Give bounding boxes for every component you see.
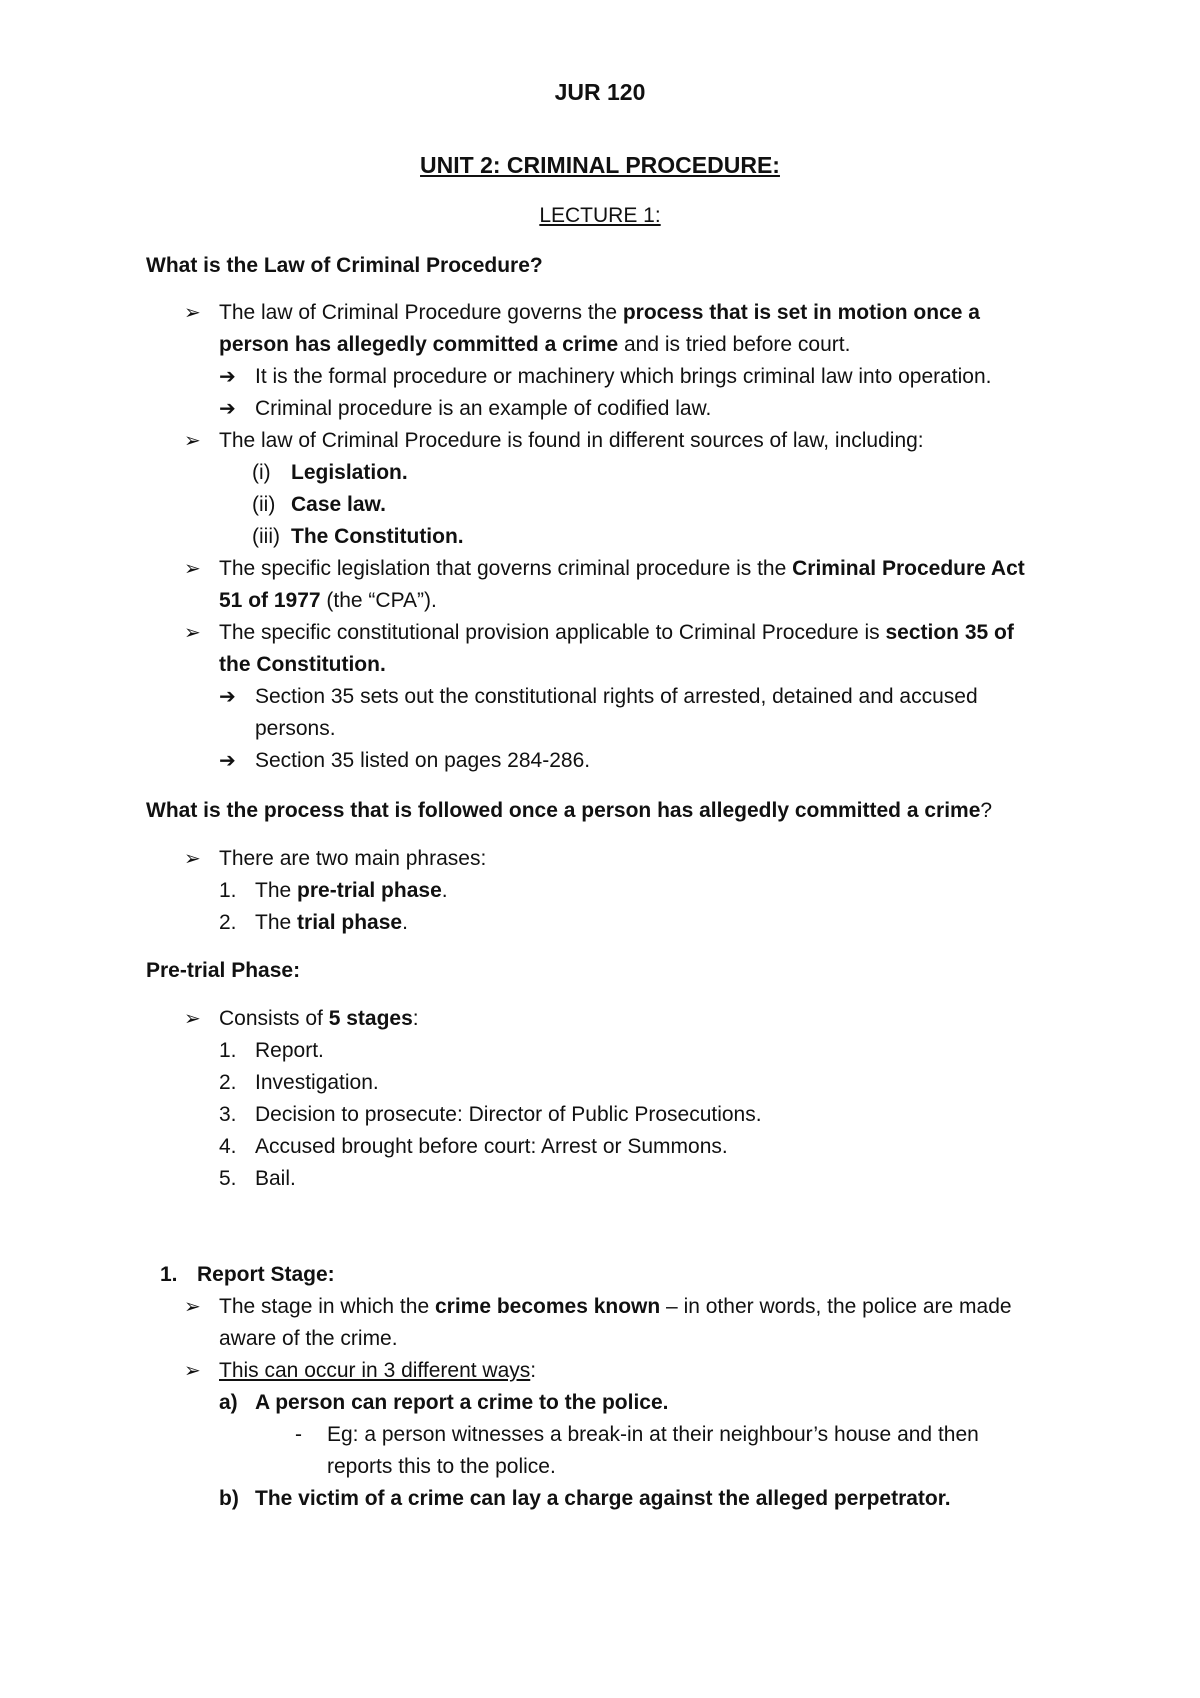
source-item: Case law. xyxy=(291,493,386,516)
unit-title: UNIT 2: CRIMINAL PROCEDURE: xyxy=(420,152,780,178)
bullet-text: The law of Criminal Procedure governs the process that is set in motion once a xyxy=(219,301,980,324)
source-num: (iii) xyxy=(252,525,280,548)
arrowhead-bullet-icon: ➢ xyxy=(184,1296,201,1318)
lecture-title: LECTURE 1: xyxy=(539,204,661,227)
arrowhead-bullet-icon: ➢ xyxy=(184,430,201,452)
stage-num: 3. xyxy=(219,1103,237,1126)
right-arrow-icon: ➔ xyxy=(219,398,236,420)
phase-num: 2. xyxy=(219,911,237,934)
section-heading-pretrial: Pre-trial Phase: xyxy=(146,959,301,982)
stage-num: 2. xyxy=(219,1071,237,1094)
course-code: JUR 120 xyxy=(554,79,646,105)
source-item: Legislation. xyxy=(291,461,408,484)
arrowhead-bullet-icon: ➢ xyxy=(184,1360,201,1382)
example-text-cont: reports this to the police. xyxy=(327,1455,556,1478)
stage-item: Decision to prosecute: Director of Public Prosecutions. xyxy=(255,1103,762,1126)
right-arrow-icon: ➔ xyxy=(219,366,236,388)
arrow-item: It is the formal procedure or machinery which brings criminal law into operation. xyxy=(255,365,992,388)
arrowhead-bullet-icon: ➢ xyxy=(184,302,201,324)
stage-item: Investigation. xyxy=(255,1071,379,1094)
phase-item: The trial phase. xyxy=(255,911,408,934)
bullet-text-cont: the Constitution. xyxy=(219,653,386,676)
phase-item: The pre-trial phase. xyxy=(255,879,448,902)
bullet-text: This can occur in 3 different ways: xyxy=(219,1359,537,1382)
arrowhead-bullet-icon: ➢ xyxy=(184,1008,201,1030)
bullet-text: The law of Criminal Procedure is found in different sources of law, including: xyxy=(219,429,924,452)
arrowhead-bullet-icon: ➢ xyxy=(184,848,201,870)
arrow-item: Section 35 sets out the constitutional rights of arrested, detained and accused xyxy=(255,685,978,708)
way-item: A person can report a crime to the police. xyxy=(255,1391,669,1414)
arrow-item-cont: persons. xyxy=(255,717,336,740)
stage-item: Accused brought before court: Arrest or Summons. xyxy=(255,1135,728,1158)
arrowhead-bullet-icon: ➢ xyxy=(184,622,201,644)
source-num: (ii) xyxy=(252,493,276,516)
way-num: b) xyxy=(219,1487,239,1510)
bullet-text-cont: person has allegedly committed a crime and is tried before court. xyxy=(219,333,851,356)
bullet-text: There are two main phrases: xyxy=(219,847,487,870)
dash-bullet: - xyxy=(295,1423,302,1446)
report-stage-num: 1. xyxy=(160,1263,178,1286)
stage-num: 4. xyxy=(219,1135,237,1158)
section-heading-process: What is the process that is followed once a person has allegedly committed a crime? xyxy=(146,799,993,822)
arrow-item: Criminal procedure is an example of codified law. xyxy=(255,397,712,420)
phase-num: 1. xyxy=(219,879,237,902)
section-heading-law: What is the Law of Criminal Procedure? xyxy=(146,254,543,277)
stage-item: Report. xyxy=(255,1039,324,1062)
bullet-text: The stage in which the crime becomes known – in other words, the police are made xyxy=(219,1295,1012,1318)
bullet-text: Consists of 5 stages: xyxy=(219,1007,419,1030)
bullet-text-cont: aware of the crime. xyxy=(219,1327,398,1350)
way-item: The victim of a crime can lay a charge against the alleged perpetrator. xyxy=(255,1487,951,1510)
stage-item: Bail. xyxy=(255,1167,296,1190)
right-arrow-icon: ➔ xyxy=(219,686,236,708)
bullet-text: The specific legislation that governs criminal procedure is the Criminal Procedure Act xyxy=(219,557,1025,580)
way-num: a) xyxy=(219,1391,238,1414)
arrow-item: Section 35 listed on pages 284-286. xyxy=(255,749,591,772)
stage-num: 5. xyxy=(219,1167,237,1190)
right-arrow-icon: ➔ xyxy=(219,750,236,772)
arrowhead-bullet-icon: ➢ xyxy=(184,558,201,580)
report-stage-heading: Report Stage: xyxy=(197,1263,335,1286)
example-text: Eg: a person witnesses a break-in at their neighbour’s house and then xyxy=(327,1423,979,1446)
stage-num: 1. xyxy=(219,1039,237,1062)
bullet-text-cont: 51 of 1977 (the “CPA”). xyxy=(219,589,437,612)
source-num: (i) xyxy=(252,461,271,484)
bullet-text: The specific constitutional provision applicable to Criminal Procedure is section 35 of xyxy=(219,621,1014,644)
source-item: The Constitution. xyxy=(291,525,464,548)
